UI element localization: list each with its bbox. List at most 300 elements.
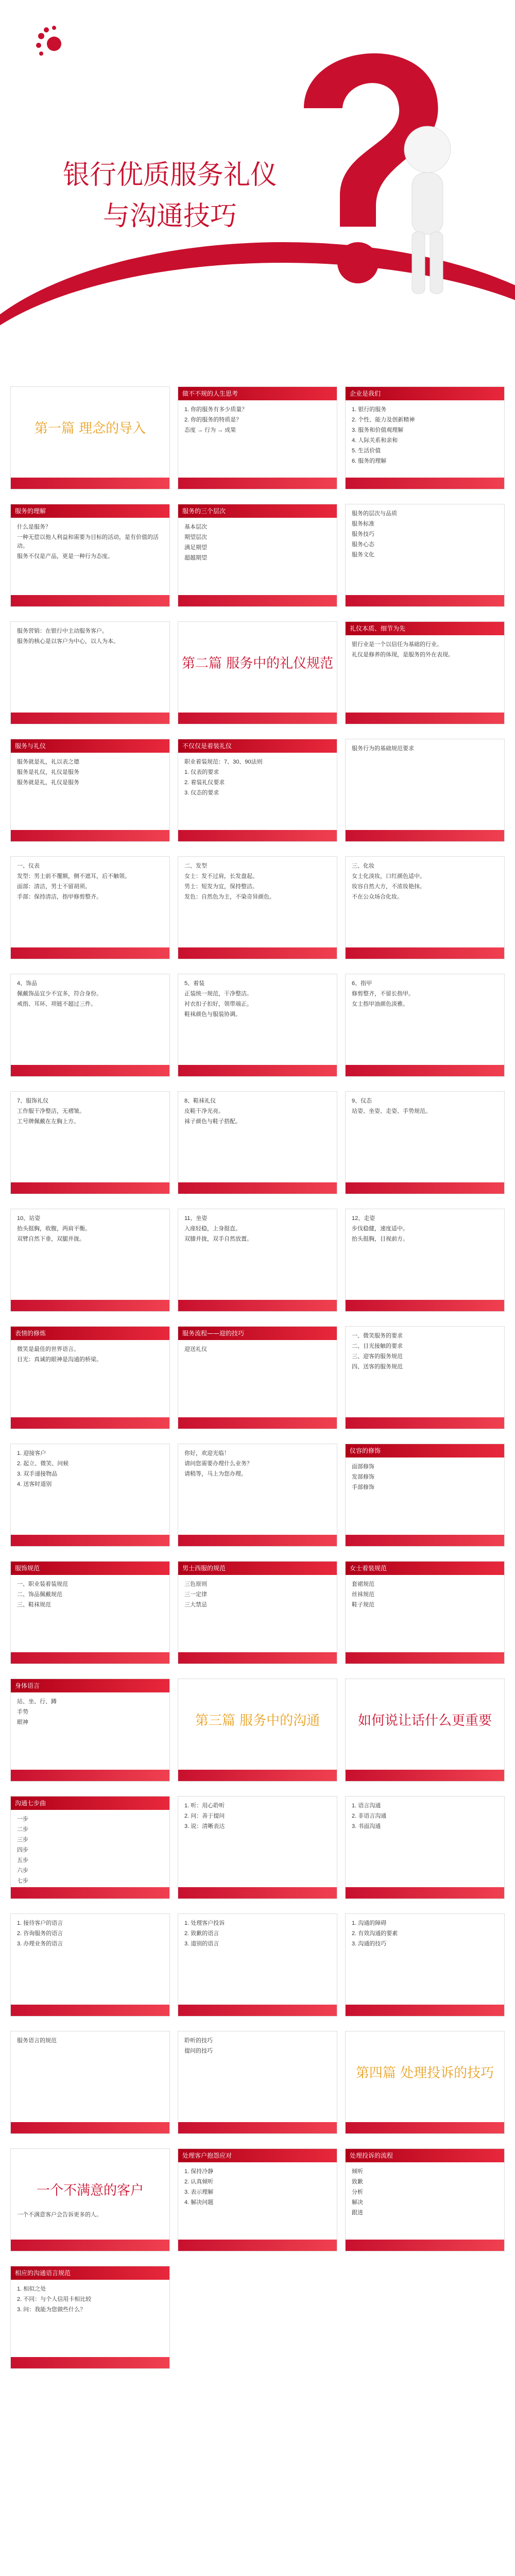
slide-title-bar: 服务的理解 [11, 504, 169, 518]
slide-line: 8、鞋袜礼仪 [184, 1098, 216, 1104]
slide-section-heading: 第三篇 服务中的沟通 [195, 1713, 320, 1728]
slide-line: 3. 沟通的技巧 [352, 1941, 387, 1947]
slide-line: 发型：男士前不覆额，侧不遮耳，后不触领。 [17, 873, 130, 879]
slide-footer-band [11, 1065, 169, 1076]
slide-line: 女士：发不过肩，长发盘起。 [184, 873, 258, 879]
slide-thumbnail [178, 2148, 337, 2251]
slide-line: 请问您需要办理什么业务？ [184, 1461, 252, 1467]
slide-thumbnail [10, 504, 170, 607]
slide-body [11, 1914, 169, 1955]
slide-line: 站姿、坐姿、走姿、手势规范。 [352, 1108, 431, 1114]
slide-footer-band [346, 1300, 504, 1311]
slide-thumbnail [10, 2148, 170, 2251]
bank-logo-icon [31, 21, 77, 67]
slide-footer-band [11, 1300, 169, 1311]
slide-line: 三、迎客的服务规范 [352, 1353, 403, 1360]
slide-line: 服务行为的基础规范要求 [352, 745, 414, 752]
slide-footer-band [178, 1065, 337, 1076]
slide-line: 2. 不同：与个人信用卡相比较 [17, 2296, 92, 2302]
slide-title-bar: 服务的三个层次 [178, 504, 337, 518]
slide-line: 一个不满意客户会告诉更多的人。 [17, 2212, 102, 2218]
slide-line: 基本层次 [184, 524, 207, 530]
slide-footer-band [178, 1770, 337, 1781]
slide-footer-band [11, 2357, 169, 2368]
slide-line: 解决 [352, 2199, 363, 2206]
slide-line: 1. 相似之处 [17, 2286, 46, 2292]
slide-footer-band [11, 478, 169, 489]
slide-thumbnail [345, 1326, 505, 1429]
slide-line: 正装统一规范，干净整洁。 [184, 991, 252, 997]
slide-body [346, 1092, 504, 1123]
slide-line: 2. 你的服务的特质是？ [184, 417, 242, 423]
slide-footer-band [346, 713, 504, 724]
slide-footer-band [178, 2122, 337, 2133]
slide-thumbnail [10, 856, 170, 959]
slide-line: 女士化淡妆，口红颜色适中。 [352, 873, 425, 879]
slide-thumbnail [345, 856, 505, 959]
slide-line: 4. 送客时道别 [17, 1481, 52, 1487]
slide-line: 4. 人际关系和亲和 [352, 437, 398, 444]
slide-line: 服务标准 [352, 521, 374, 527]
slide-line: 7、服饰礼仪 [17, 1098, 49, 1104]
slide-line: 服务营销：在银行中主动服务客户。 [17, 628, 108, 634]
slide-line: 步伐稳健，速度适中。 [352, 1226, 408, 1232]
slide-line: 3. 双手递接物品 [17, 1471, 58, 1477]
slide-body [11, 1340, 169, 1371]
slide-footer-band [178, 478, 337, 489]
slide-line: 迎送礼仪 [184, 1346, 207, 1352]
slide-footer-band [178, 830, 337, 841]
slide-line: 4. 解决问题 [184, 2199, 214, 2206]
slide-thumbnail [178, 621, 337, 724]
slide-body [11, 518, 169, 568]
slide-line: 10、站姿 [17, 1215, 41, 1222]
slide-footer-band [11, 2122, 169, 2133]
slide-footer-band [178, 947, 337, 959]
slide-body [11, 1092, 169, 1133]
slide-thumbnail [10, 1796, 170, 1899]
slide-line: 致歉 [352, 2179, 363, 2185]
slide-title-bar: 服务与礼仪 [11, 739, 169, 753]
slide-line: 3. 办理业务的语言 [17, 1941, 63, 1947]
slide-line: 服务就是礼，礼以表之德 [17, 759, 79, 765]
slide-line: 二步 [17, 1826, 28, 1833]
slide-body [178, 1575, 337, 1616]
slide-footer-band [346, 1417, 504, 1429]
slide-footer-band [346, 2240, 504, 2251]
slide-line: 3. 表示理解 [184, 2189, 214, 2195]
slide-section-heading: 第四篇 处理投诉的技巧 [355, 2065, 494, 2081]
slide-body [178, 753, 337, 804]
slide-thumbnail [345, 1209, 505, 1312]
slide-body [11, 1444, 169, 1496]
slide-line: 3. 道别的语言 [184, 1941, 219, 1947]
slide-line: 6、指甲 [352, 980, 372, 987]
slide-line: 不在公众场合化妆。 [352, 894, 403, 900]
slide-thumbnail [10, 2266, 170, 2369]
slide-line: 12、走姿 [352, 1215, 375, 1222]
slide-line: 提问的技巧 [184, 2048, 213, 2054]
slide-thumbnail [345, 504, 505, 607]
slide-body [178, 974, 337, 1026]
slide-footer-band [178, 1300, 337, 1311]
slide-thumbnail [178, 739, 337, 842]
slide-thumbnail [178, 504, 337, 607]
slide-thumbnail [178, 1561, 337, 1664]
cover-title-line1: 银行优质服务礼仪 [62, 160, 277, 191]
slide-line: 1. 沟通的障碍 [352, 1920, 387, 1926]
slide-footer-band [11, 595, 169, 606]
slide-body [346, 1914, 504, 1955]
slide-line: 超越期望 [184, 555, 207, 561]
slide-line: 三步 [17, 1837, 28, 1843]
slide-line: 3. 书面沟通 [352, 1823, 381, 1829]
slide-line: 鞋子规范 [352, 1602, 374, 1608]
slide-body [178, 1340, 337, 1361]
slide-body [346, 974, 504, 1015]
slide-thumbnail [178, 1913, 337, 2016]
slide-line: 2. 问：善于提问 [184, 1813, 225, 1819]
slide-title-bar: 表情的修炼 [11, 1327, 169, 1340]
slide-footer-band [346, 947, 504, 959]
slide-thumbnail [10, 974, 170, 1077]
slide-line: 站、坐、行、蹲 [17, 1699, 57, 1705]
slide-line: 2. 认真倾听 [184, 2179, 214, 2185]
slide-line: 一种无偿以他人利益和需要为目标的活动，是有价值的活动。 [17, 534, 159, 549]
slide-line: 你好，欢迎光临！ [184, 1450, 230, 1456]
slide-title-bar: 处理客户抱怨应对 [178, 2149, 337, 2162]
slide-line: 手势 [17, 1709, 28, 1715]
slide-line: 六步 [17, 1868, 28, 1874]
slide-line: 2. 着装礼仪要求 [184, 779, 225, 786]
slide-line: 手部：保持清洁，指甲修剪整齐。 [17, 894, 102, 900]
slide-thumbnail [10, 1913, 170, 2016]
slide-line: 职业着装规范：7、30、90法则 [184, 759, 263, 765]
slide-body [346, 2162, 504, 2224]
slide-body [178, 1444, 337, 1485]
slide-thumbnail [345, 1913, 505, 2016]
slide-body [11, 753, 169, 794]
slide-line: 满足期望 [184, 545, 207, 551]
slide-line: 倾听 [352, 2168, 363, 2175]
slide-line: 男士：短发为宜，保持整洁。 [184, 884, 258, 890]
slide-thumbnail [345, 1796, 505, 1899]
slide-body [11, 1810, 169, 1892]
slide-line: 面部修饰 [352, 1464, 374, 1470]
slide-line: 3. 仪态的要求 [184, 790, 219, 796]
slide-line: 5、着装 [184, 980, 205, 987]
slide-thumbnail [345, 1091, 505, 1194]
slide-body [178, 400, 337, 442]
slide-body [11, 622, 169, 653]
slide-line: 期望层次 [184, 534, 207, 540]
slide-line: 4、饰品 [17, 980, 38, 987]
slide-thumbnail [178, 1679, 337, 1782]
slide-line: 七步 [17, 1878, 28, 1884]
slide-thumbnail [178, 1796, 337, 1899]
slide-footer-band [178, 2005, 337, 2016]
slide-title-bar: 处理投诉的流程 [346, 2149, 504, 2162]
slide-line: 2. 个性、能力及创新精神 [352, 417, 415, 423]
slide-line: 双膝并拢，双手自然放置。 [184, 1236, 252, 1242]
slide-body [11, 1575, 169, 1616]
slide-thumbnail [178, 2031, 337, 2134]
slide-title-bar: 男士西服的规范 [178, 1562, 337, 1575]
slide-thumbnail [178, 1326, 337, 1429]
slide-title-bar: 做不不规的人生思考 [178, 387, 337, 400]
slide-title-bar: 企业是我们 [346, 387, 504, 400]
slide-thumbnail [345, 2031, 505, 2134]
slide-body [11, 857, 169, 908]
slide-line: 11、坐姿 [184, 1215, 208, 1222]
slide-title-bar: 礼仪本质、细节为先 [346, 622, 504, 635]
slide-line: 聆听的技巧 [184, 2038, 213, 2044]
slide-line: 五步 [17, 1857, 28, 1863]
slide-line: 服务心态 [352, 541, 374, 548]
slide-line: 请稍等，马上为您办理。 [184, 1471, 247, 1477]
slide-thumbnail [10, 621, 170, 724]
slide-line: 手部修饰 [352, 1484, 374, 1490]
slide-line: 双臂自然下垂，双腿并拢。 [17, 1236, 85, 1242]
slide-footer-band [11, 1887, 169, 1899]
slide-line: 目光：真诚的眼神是沟通的桥梁。 [17, 1357, 102, 1363]
slide-line: 1. 接待客户的语言 [17, 1920, 63, 1926]
slide-footer-band [346, 595, 504, 606]
slide-line: 6. 服务的理解 [352, 458, 387, 464]
slide-footer-band [346, 1770, 504, 1781]
slide-thumbnail [178, 386, 337, 489]
slide-footer-band [178, 713, 337, 724]
slide-thumbnail [345, 1679, 505, 1782]
slide-body [11, 2280, 169, 2321]
slide-line: 2. 起立、微笑、问候 [17, 1461, 69, 1467]
slide-footer-band [11, 1652, 169, 1664]
slide-thumbnail [178, 856, 337, 959]
slide-footer-band [346, 2122, 504, 2133]
slide-body [346, 1575, 504, 1616]
slide-thumbnail [10, 1444, 170, 1547]
slide-line: 四、送客的服务规范 [352, 1364, 403, 1370]
slide-line: 佩戴饰品宜少不宜多，符合身份。 [17, 991, 102, 997]
slide-line: 2. 有效沟通的要素 [352, 1930, 398, 1937]
slide-body [178, 1797, 337, 1838]
slide-body [346, 1797, 504, 1838]
slide-footer-band [346, 1065, 504, 1076]
slide-body [11, 2206, 169, 2226]
slide-footer-band [346, 1887, 504, 1899]
slide-footer-band [178, 1417, 337, 1429]
slide-body [11, 2031, 169, 2052]
slide-line: 服务不仅是产品，更是一种行为态度。 [17, 553, 113, 560]
slide-line: 9、仪态 [352, 1098, 372, 1104]
slide-line: 二、发型 [184, 863, 207, 869]
slide-line: 三、鞋袜规范 [17, 1602, 51, 1608]
slide-footer-band [11, 1417, 169, 1429]
slide-line: 1. 处理客户投诉 [184, 1920, 225, 1926]
slide-title-bar: 不仅仅是着装礼仪 [178, 739, 337, 753]
slide-line: 发部修饰 [352, 1474, 374, 1480]
slide-body [346, 739, 504, 760]
slide-line: 三色原则 [184, 1581, 207, 1587]
slide-body [11, 974, 169, 1015]
slide-footer-band [178, 1652, 337, 1664]
slide-footer-band [11, 713, 169, 724]
cover-slide [0, 0, 515, 371]
slide-line: 四步 [17, 1847, 28, 1853]
slide-body [11, 1209, 169, 1250]
slide-line: 工号牌佩戴在左胸上方。 [17, 1118, 79, 1125]
slide-body [178, 2162, 337, 2214]
slide-line: 修剪整齐，不留长指甲。 [352, 991, 414, 997]
slide-section-heading: 一个不满意的客户 [36, 2183, 144, 2198]
slide-thumbnail [345, 1444, 505, 1547]
slide-line: 1. 迎接客户 [17, 1450, 46, 1456]
slide-thumbnail [178, 1091, 337, 1194]
slide-footer-band [178, 1535, 337, 1546]
slide-line: 面部：清洁，男士不留胡须。 [17, 884, 91, 890]
slide-body [346, 1327, 504, 1378]
slide-thumbnail [345, 386, 505, 489]
slide-line: 抬头挺胸，目视前方。 [352, 1236, 408, 1242]
slide-section-heading: 第二篇 服务中的礼仪规范 [181, 656, 334, 671]
slide-line: 1. 听：用心聆听 [184, 1803, 225, 1809]
slide-line: 袜子颜色与鞋子搭配。 [184, 1118, 241, 1125]
slide-body [11, 1692, 169, 1734]
slide-line: 银行业是一个以信任为基础的行业。 [352, 641, 442, 648]
slide-line: 3. 问：我能为您做些什么？ [17, 2307, 86, 2313]
slide-title-bar: 相应的沟通语言规范 [11, 2266, 169, 2280]
slide-line: 5. 生活价值 [352, 448, 381, 454]
slide-thumbnail [178, 974, 337, 1077]
slide-body [178, 1092, 337, 1133]
slide-section-heading: 如何说让话什么更重要 [357, 1713, 492, 1728]
slide-line: 鞋袜颜色与服装协调。 [184, 1011, 241, 1018]
slide-line: 跟进 [352, 2210, 363, 2216]
slide-line: 服务就是礼，礼仪是服务 [17, 779, 79, 786]
slide-line: 1. 语言沟通 [352, 1803, 381, 1809]
slide-footer-band [346, 1535, 504, 1546]
slide-line: 一步 [17, 1816, 28, 1822]
slide-title-bar: 女士着装规范 [346, 1562, 504, 1575]
slide-line: 礼仪是修养的体现，是服务的外在表现。 [352, 652, 454, 658]
slide-body [178, 1209, 337, 1250]
slide-line: 1. 保持冷静 [184, 2168, 214, 2175]
slide-thumbnail [345, 2148, 505, 2251]
slide-line: 服务的层次与品质 [352, 511, 397, 517]
slide-body [178, 518, 337, 569]
slide-line: 套裙规范 [352, 1581, 374, 1587]
slide-title-bar: 服务流程——迎的技巧 [178, 1327, 337, 1340]
slide-footer-band [11, 1182, 169, 1194]
slide-line: 态度 → 行为 → 成果 [184, 427, 236, 433]
slide-body [178, 1914, 337, 1955]
slide-line: 丝袜规范 [352, 1591, 374, 1598]
slide-line: 入座轻稳，上身挺直。 [184, 1226, 241, 1232]
slide-footer-band [178, 595, 337, 606]
slide-title-bar: 身体语言 [11, 1679, 169, 1692]
slide-line: 服务语言的规范 [17, 2038, 57, 2044]
slide-line: 发色：自然色为主，不染奇异颜色。 [184, 894, 275, 900]
slide-line: 1. 仪表的要求 [184, 769, 219, 775]
slide-line: 服务的核心是以客户为中心，以人为本。 [17, 638, 119, 645]
slide-body [346, 504, 504, 566]
slide-title-bar: 沟通七步曲 [11, 1797, 169, 1810]
slide-line: 妆容自然大方，不浓妆艳抹。 [352, 884, 425, 890]
slide-body [346, 635, 504, 666]
slide-line: 一、微笑服务的要求 [352, 1333, 403, 1339]
slide-thumbnail [345, 621, 505, 724]
slide-line: 一、仪表 [17, 863, 40, 869]
slide-thumbnail [178, 1444, 337, 1547]
slide-title-bar: 服饰规范 [11, 1562, 169, 1575]
slide-footer-band [11, 947, 169, 959]
slide-thumbnail [10, 1326, 170, 1429]
slide-line: 2. 咨询服务的语言 [17, 1930, 63, 1937]
slide-line: 二、饰品佩戴规范 [17, 1591, 62, 1598]
slide-body [178, 857, 337, 908]
slide-thumbnail [345, 1561, 505, 1664]
slide-line: 一、职业装着装规范 [17, 1581, 68, 1587]
slide-footer-band [11, 2005, 169, 2016]
slide-footer-band [11, 830, 169, 841]
slide-line: 女士指甲油颜色淡雅。 [352, 1001, 408, 1007]
question-mark-figure-icon [258, 21, 474, 330]
slide-line: 服务技巧 [352, 531, 374, 537]
slide-body [346, 857, 504, 908]
slide-line: 戒指、耳环、项链不超过三件。 [17, 1001, 96, 1007]
slide-line: 2. 非语言沟通 [352, 1813, 387, 1819]
slide-line: 抬头挺胸，收腹，两肩平衡。 [17, 1226, 91, 1232]
cover-title-line2: 与沟通技巧 [102, 201, 237, 232]
slide-section-heading: 第一篇 理念的导入 [34, 421, 146, 436]
slide-thumbnail [10, 1561, 170, 1664]
slide-line: 眼神 [17, 1719, 28, 1725]
slide-thumbnail [10, 1679, 170, 1782]
slide-footer-band [346, 830, 504, 841]
slide-line: 1. 你的服务有多少质量？ [184, 406, 248, 413]
slide-thumbnail [345, 739, 505, 842]
slide-line: 什么是服务？ [17, 524, 51, 530]
slide-footer-band [11, 1770, 169, 1781]
slide-thumbnail [10, 1209, 170, 1312]
slide-line: 分析 [352, 2189, 363, 2195]
slide-line: 皮鞋干净光亮。 [184, 1108, 224, 1114]
slide-thumbnail [10, 386, 170, 489]
slide-line: 三一定律 [184, 1591, 207, 1598]
slide-line: 三大禁忌 [184, 1602, 207, 1608]
slide-thumbnail [10, 1091, 170, 1194]
slide-thumbnail [10, 739, 170, 842]
slide-body [178, 2031, 337, 2062]
slide-footer-band [11, 1535, 169, 1546]
slide-thumbnail [345, 974, 505, 1077]
slide-line: 衬衣扣子扣好，领带端正。 [184, 1001, 252, 1007]
slide-body [346, 400, 504, 472]
slide-footer-band [346, 2005, 504, 2016]
slide-title-bar: 仪容的修饰 [346, 1444, 504, 1458]
slide-body [346, 1458, 504, 1499]
slide-line: 3. 说：清晰表达 [184, 1823, 225, 1829]
slide-line: 服务是礼仪，礼仪是服务 [17, 769, 79, 775]
slide-line: 服务文化 [352, 552, 374, 558]
slide-footer-band [346, 478, 504, 489]
slide-footer-band [346, 1182, 504, 1194]
slide-line: 工作服干净整洁，无褶皱。 [17, 1108, 85, 1114]
slide-line: 2. 致歉的语言 [184, 1930, 219, 1937]
slide-line: 三、化妆 [352, 863, 374, 869]
slide-thumbnail [178, 1209, 337, 1312]
slide-thumbnail [10, 2031, 170, 2134]
